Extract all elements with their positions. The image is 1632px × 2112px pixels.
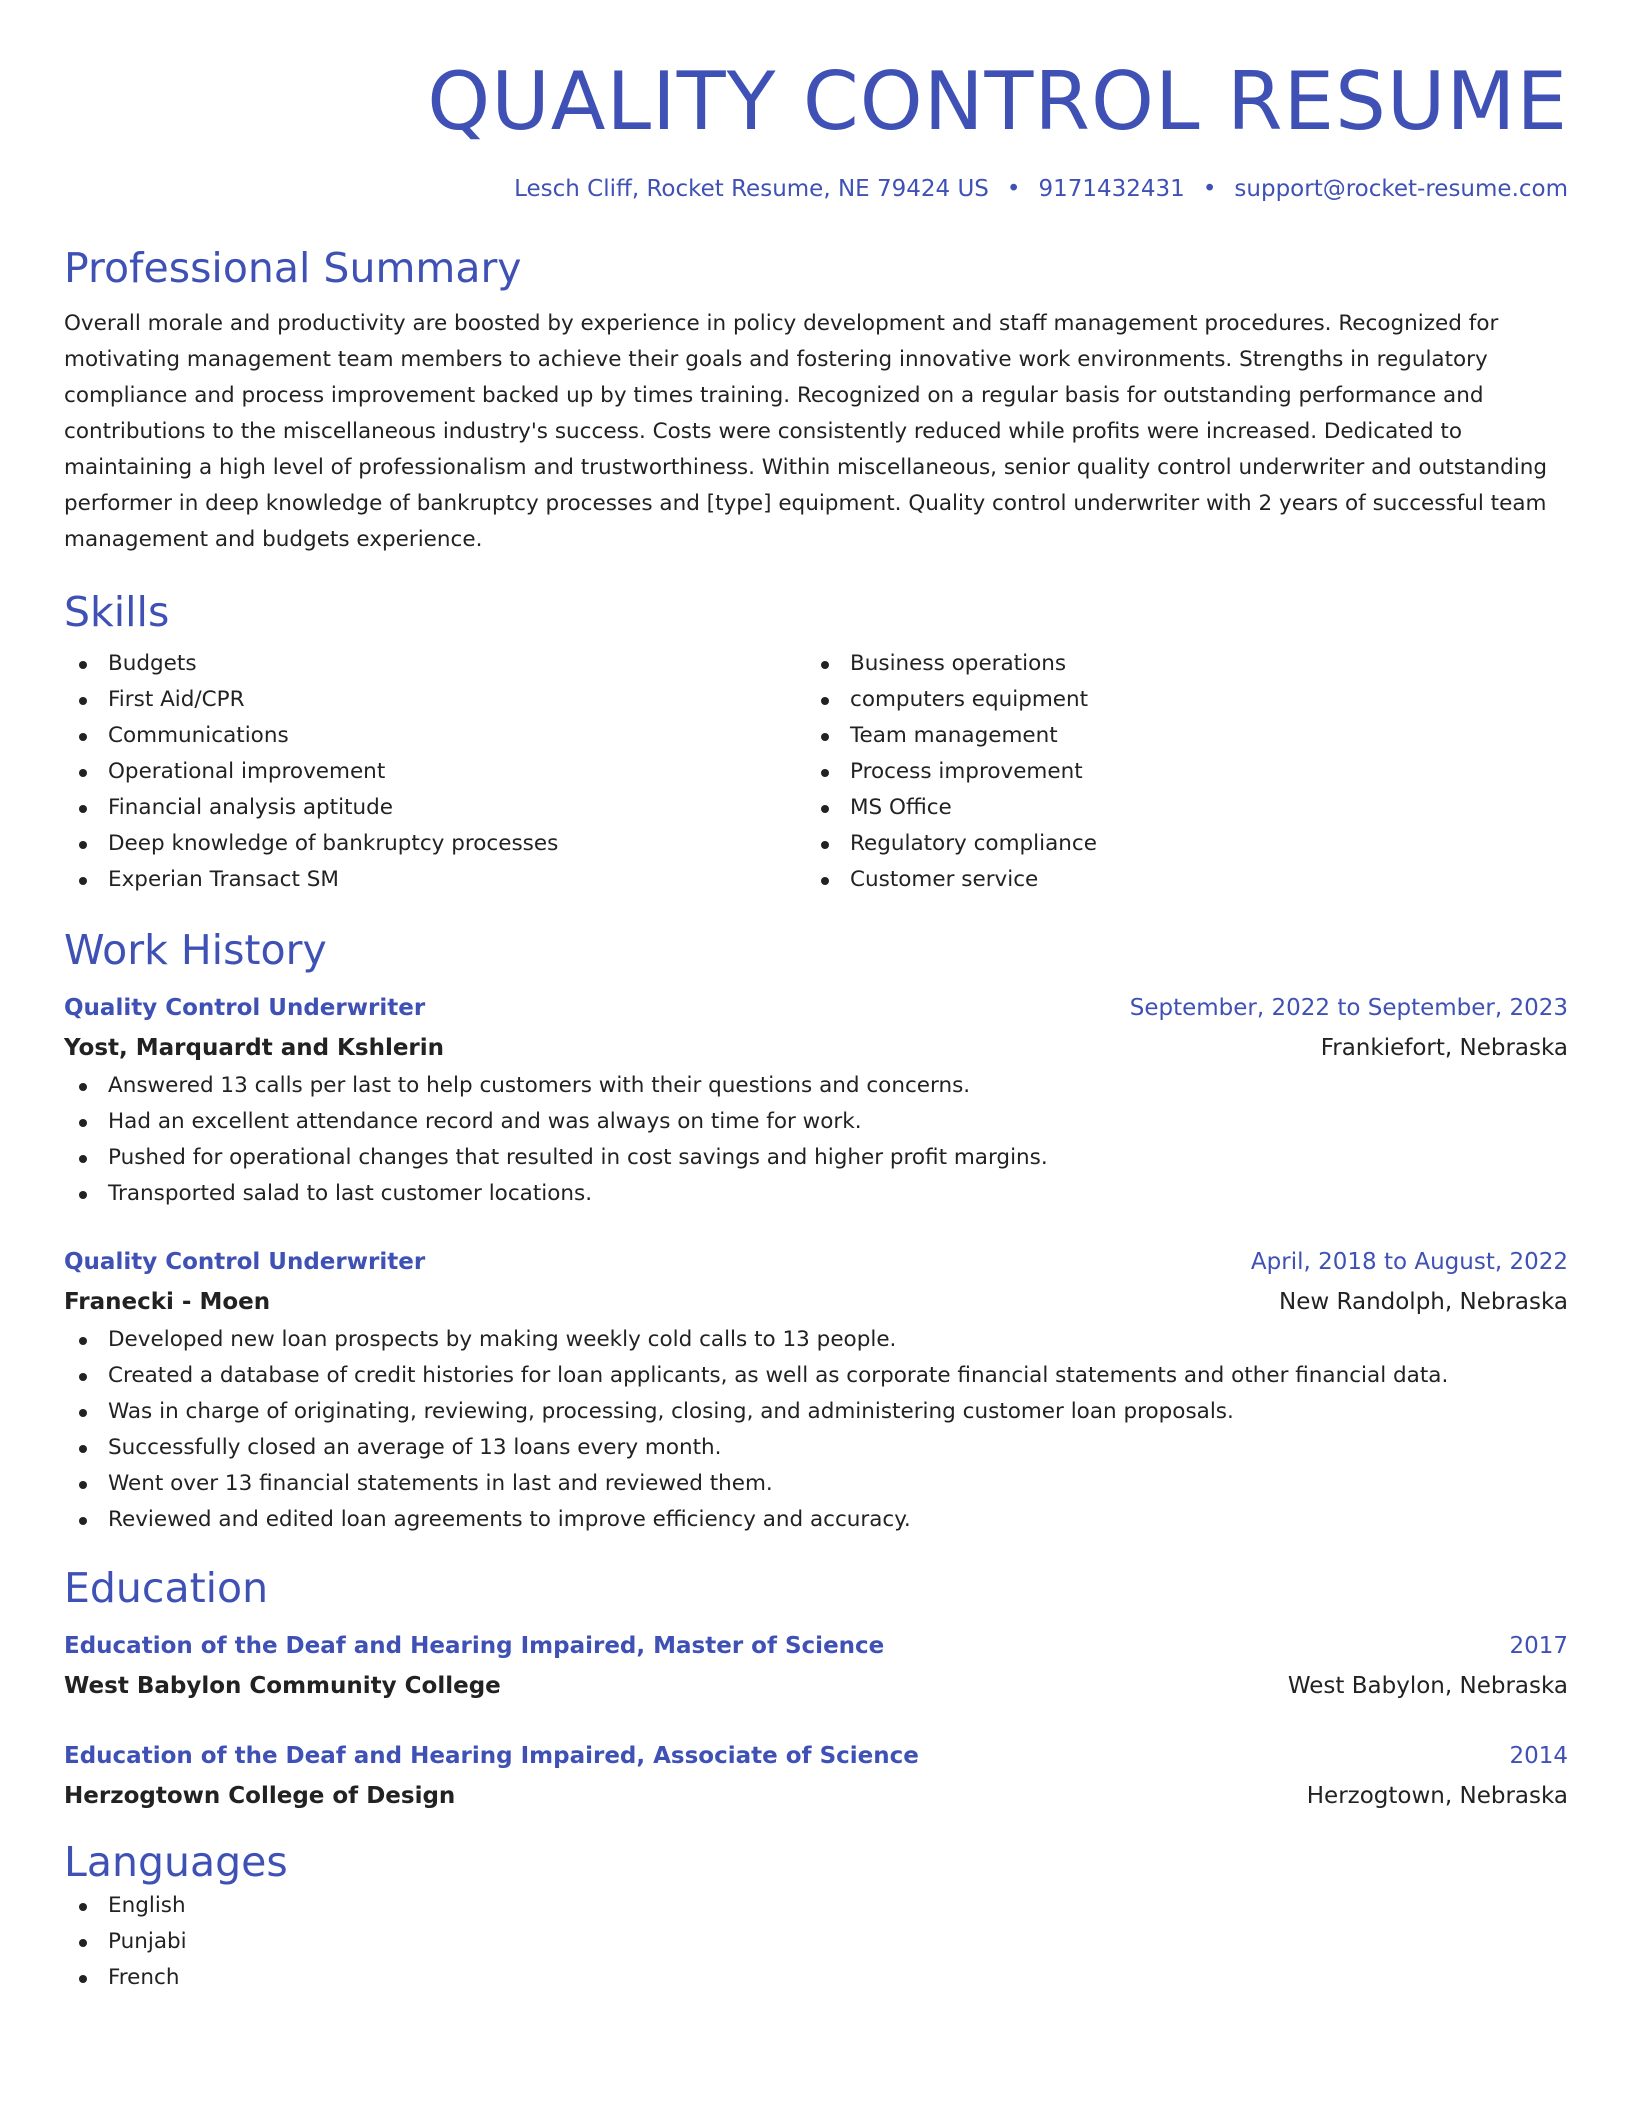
skills-grid: [64, 646, 1568, 898]
job-company: Yost, Marquardt and Kshlerin: [64, 1035, 445, 1061]
skill-item: Budgets: [64, 646, 806, 682]
job-dates: September, 2022 to September, 2023: [1129, 995, 1568, 1021]
skills-list-right: [806, 646, 1548, 898]
skill-item: Regulatory compliance: [806, 826, 1548, 862]
language-item: Punjabi: [64, 1924, 1568, 1960]
job-bullet: Answered 13 calls per last to help customers with their questions and concerns.: [64, 1068, 1568, 1104]
contact-email[interactable]: support@rocket-resume.com: [1234, 176, 1568, 202]
job-header-row: [64, 1242, 1568, 1282]
job-bullet: Created a database of credit histories for loan applicants, as well as corporate financial statements and other financial data.: [64, 1358, 1568, 1394]
education-school-row: [64, 1666, 1568, 1706]
languages-heading: Languages: [64, 1838, 288, 1886]
job-entry: [64, 1242, 1568, 1538]
contact-separator: •: [1006, 176, 1021, 202]
contact-line: [64, 174, 1568, 204]
education-location: Herzogtown, Nebraska: [1306, 1783, 1568, 1809]
job-bullet: Reviewed and edited loan agreements to improve efficiency and accuracy.: [64, 1502, 1568, 1538]
skill-item: Communications: [64, 718, 806, 754]
education-school: Herzogtown College of Design: [64, 1783, 456, 1809]
job-header-row: [64, 988, 1568, 1028]
job-bullet-list: [64, 1068, 1568, 1212]
education-school: West Babylon Community College: [64, 1673, 501, 1699]
skill-item: Financial analysis aptitude: [64, 790, 806, 826]
education-school-row: [64, 1776, 1568, 1816]
summary-text: Overall morale and productivity are boosted by experience in policy development and staff management procedures. Recognized for motivating management team members to achieve their goals and fostering innovative work environments. Strengths in regulatory compliance and process improvement backed up by times training. Recognized on a regular basis for outstanding performance and contributions to the miscellaneous industry's success. Costs were consistently reduced while profits were increased. Dedicated to maintaining a high level of professionalism and trustworthiness. Within miscellaneous, senior quality control underwriter and outstanding performer in deep knowledge of bankruptcy processes and [type] equipment. Quality control underwriter with 2 years of successful team management and budgets experience.: [64, 311, 1547, 552]
summary-heading: Professional Summary: [64, 244, 522, 292]
job-bullet: Developed new loan prospects by making weekly cold calls to 13 people.: [64, 1322, 1568, 1358]
skill-item: Operational improvement: [64, 754, 806, 790]
education-location: West Babylon, Nebraska: [1287, 1673, 1568, 1699]
skills-heading: Skills: [64, 588, 170, 636]
skill-item: First Aid/CPR: [64, 682, 806, 718]
job-company: Franecki - Moen: [64, 1289, 271, 1315]
language-item: French: [64, 1960, 1568, 1996]
resume-page: [64, 0, 1568, 1996]
contact-phone: 9171432431: [1038, 176, 1185, 202]
languages-list: [64, 1888, 1568, 1996]
skill-item: computers equipment: [806, 682, 1548, 718]
skills-column-left: [64, 646, 806, 898]
skill-item: Business operations: [806, 646, 1548, 682]
education-entry: [64, 1736, 1568, 1816]
job-company-row: [64, 1028, 1568, 1068]
job-bullet: Went over 13 financial statements in last and reviewed them.: [64, 1466, 1568, 1502]
education-header-row: [64, 1626, 1568, 1666]
job-entry: [64, 988, 1568, 1212]
skill-item: MS Office: [806, 790, 1548, 826]
skill-item: Experian Transact SM: [64, 862, 806, 898]
education-year: 2014: [1509, 1743, 1568, 1769]
education-degree: Education of the Deaf and Hearing Impaired, Master of Science: [64, 1633, 885, 1659]
skill-item: Team management: [806, 718, 1548, 754]
job-title: Quality Control Underwriter: [64, 995, 426, 1021]
job-location: New Randolph, Nebraska: [1279, 1289, 1568, 1315]
job-bullet: Was in charge of originating, reviewing, processing, closing, and administering customer loan proposals.: [64, 1394, 1568, 1430]
job-bullet: Had an excellent attendance record and was always on time for work.: [64, 1104, 1568, 1140]
skill-item: Process improvement: [806, 754, 1548, 790]
education-entry: [64, 1626, 1568, 1706]
education-header-row: [64, 1736, 1568, 1776]
contact-address: Lesch Cliff, Rocket Resume, NE 79424 US: [514, 176, 989, 202]
job-bullet: Successfully closed an average of 13 loans every month.: [64, 1430, 1568, 1466]
skills-column-right: [806, 646, 1548, 898]
job-dates: April, 2018 to August, 2022: [1250, 1249, 1568, 1275]
work-history-heading: Work History: [64, 926, 327, 974]
education-year: 2017: [1509, 1633, 1568, 1659]
job-location: Frankiefort, Nebraska: [1320, 1035, 1568, 1061]
contact-separator: •: [1202, 176, 1217, 202]
resume-title: QUALITY CONTROL RESUME: [427, 55, 1568, 148]
education-heading: Education: [64, 1564, 269, 1612]
job-bullet-list: [64, 1322, 1568, 1538]
skill-item: Deep knowledge of bankruptcy processes: [64, 826, 806, 862]
job-title: Quality Control Underwriter: [64, 1249, 426, 1275]
skill-item: Customer service: [806, 862, 1548, 898]
job-bullet: Transported salad to last customer locations.: [64, 1176, 1568, 1212]
education-degree: Education of the Deaf and Hearing Impaired, Associate of Science: [64, 1743, 919, 1769]
skills-list-left: [64, 646, 806, 898]
job-company-row: [64, 1282, 1568, 1322]
resume-header: [64, 0, 1568, 204]
language-item: English: [64, 1888, 1568, 1924]
job-bullet: Pushed for operational changes that resulted in cost savings and higher profit margins.: [64, 1140, 1568, 1176]
